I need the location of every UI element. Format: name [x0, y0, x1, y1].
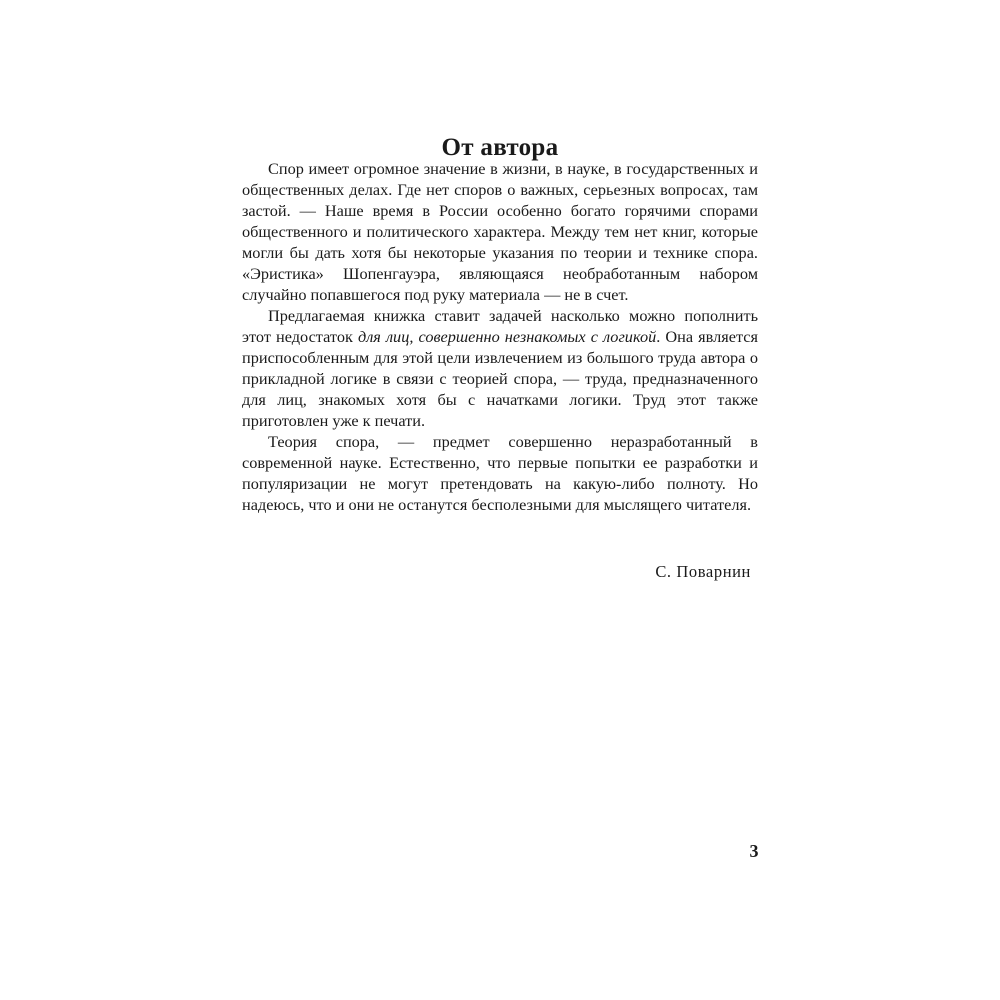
paragraph-1: [242, 158, 758, 305]
preface-body: [242, 158, 758, 515]
paragraph-3-text: Теория спора, — предмет совершенно неразработанный в современной науке. Естественно, что первые попытки ее разработки и популяризации не могут претендовать на какую-либо полноту. Но надеюсь, что и они не останутся бесполезными для мыслящего читателя.: [242, 432, 758, 514]
paragraph-2-text-start: Предлагаемая книжка ставит задачей насколько можно пополнить этот недостаток: [242, 306, 758, 346]
paragraph-1-text: Спор имеет огромное значение в жизни, в науке, в государственных и общественных делах. Где нет споров о важных, серьезных вопросах, там застой. — Наше время в России особенно богато горячими спорами общественного и политического характера. Между тем нет книг, которые могли бы дать хотя бы некоторые указания по теории и технике спора. «Эристика» Шопенгауэра, являющаяся необработанным набором случайно попавшегося под руку материала — не в счет.: [242, 159, 758, 304]
paragraph-2-italic-phrase: для лиц, совершенно незнакомых с логикой: [357, 327, 657, 346]
page-number: 3: [749, 841, 759, 861]
page-title: От автора: [441, 133, 559, 161]
paragraph-2-text-end: . Она является приспособленным для этой цели извлечением из большого труда автора о прикладной логике в связи с теорией спора, — труда, предназначенного для лиц, знакомых хотя бы с начатками логики. Труд этот также приготовлен уже к печати.: [242, 327, 759, 430]
paragraph-2: [242, 305, 758, 431]
paragraph-3: [242, 431, 758, 515]
author-signature: С. Поварнин: [655, 562, 751, 581]
